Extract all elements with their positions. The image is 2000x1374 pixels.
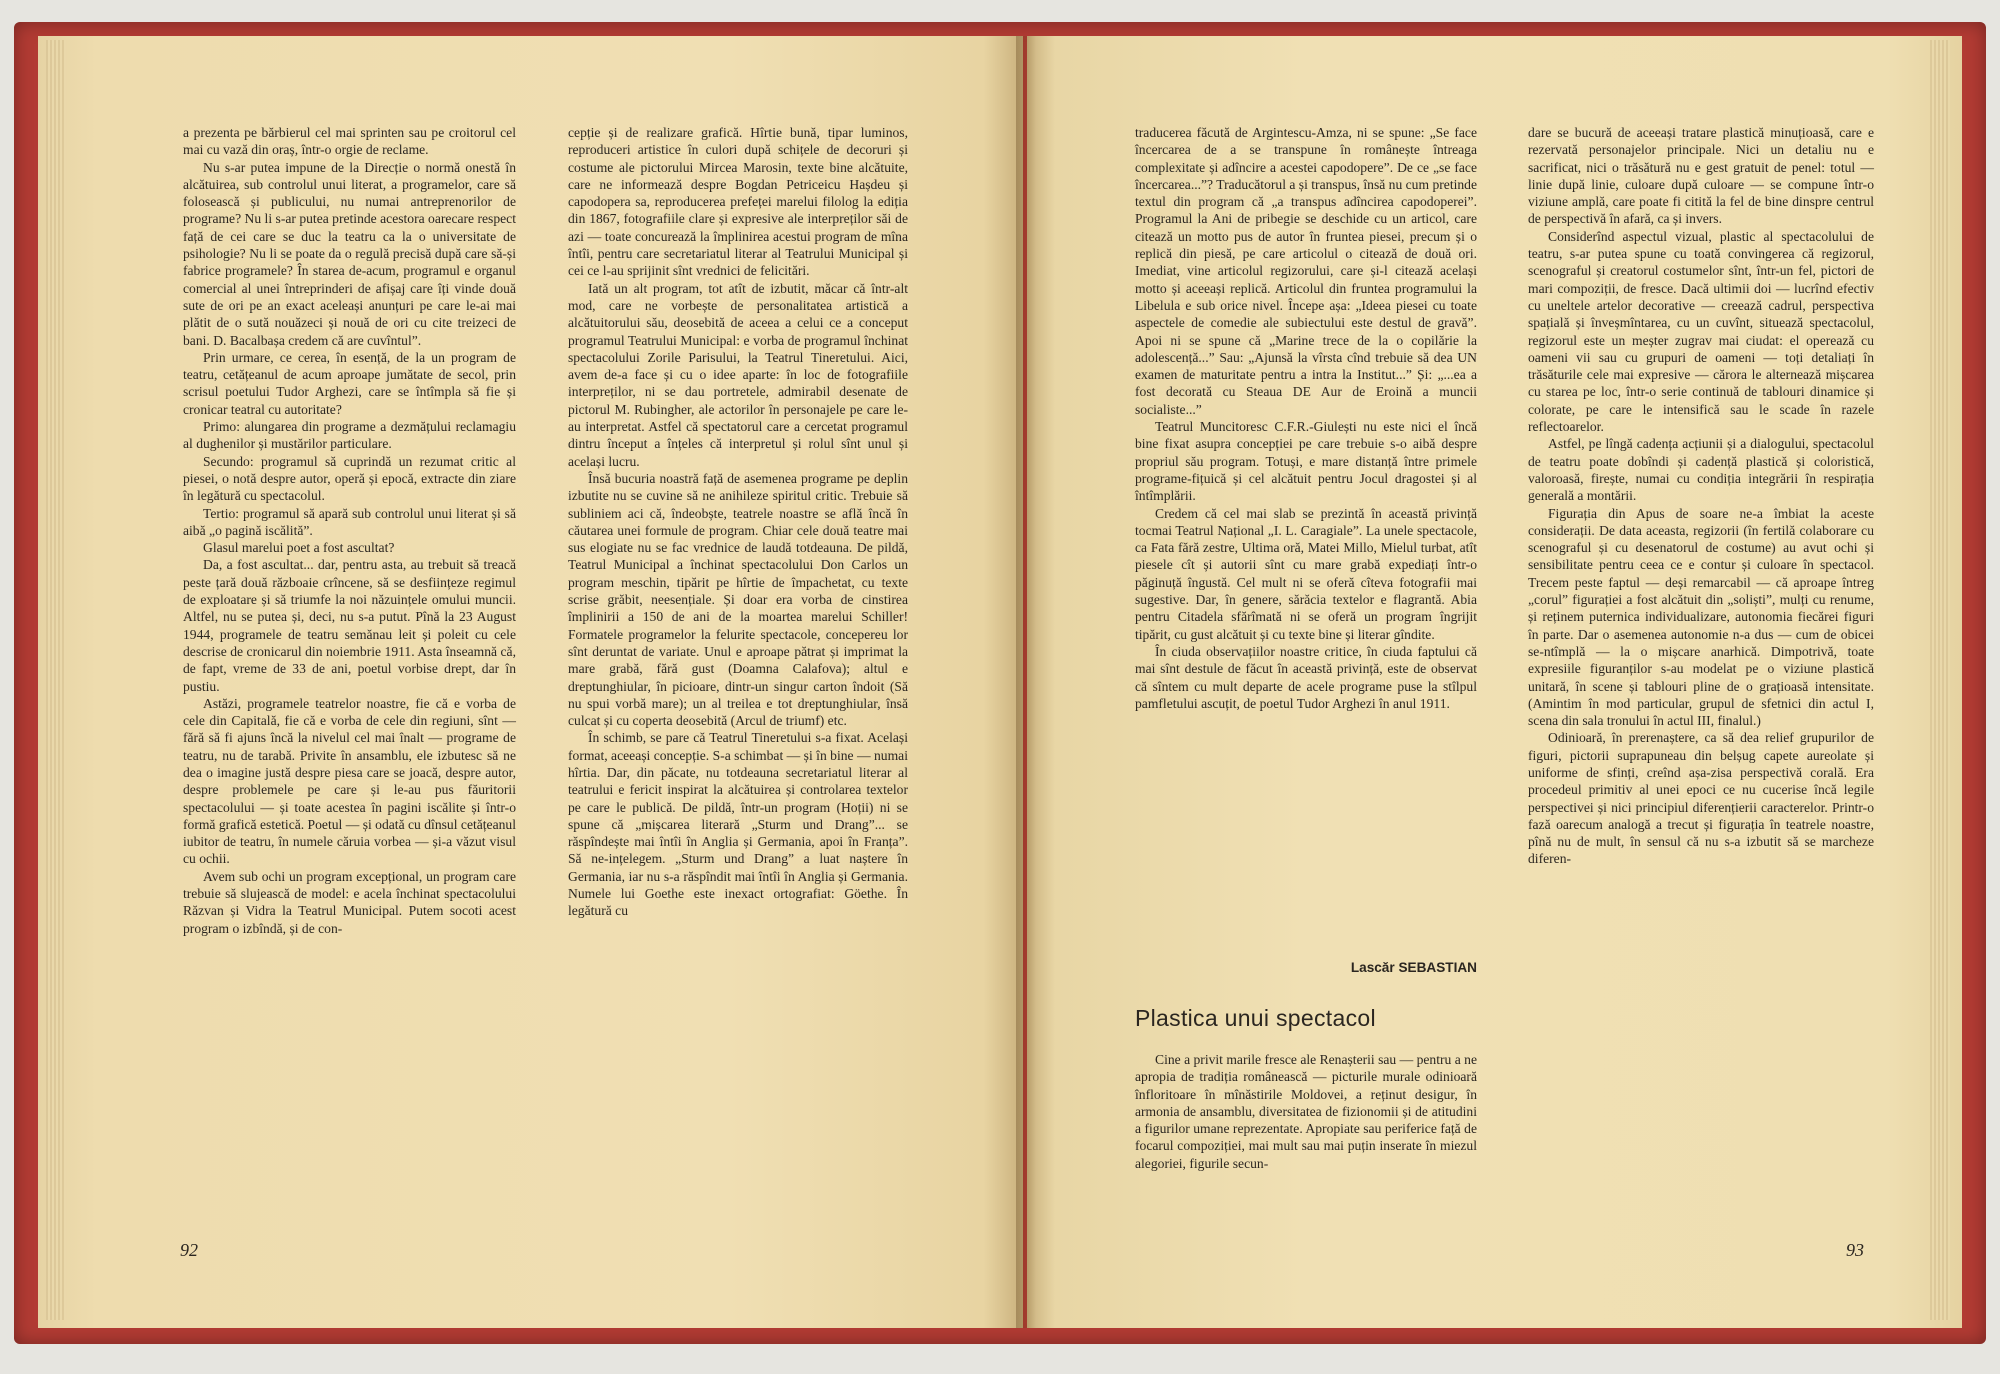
paragraph: Cine a privit marile fresce ale Renașterii sau — pentru a ne apropia de tradiția românească — picturile murale odinioară înfloritoare în mînăstirile Moldovei, a reținut desigur, în armonia de ansamblu, diversitatea de fizionomii și de atitudini a figurilor umane reprezentate. Apropiate sau periferice față de focarul compoziției, mai mult sau mai puțin inserate în miezul alegoriei, figurile secun- — [1135, 1052, 1477, 1171]
paragraph: Teatrul Muncitoresc C.F.R.-Giulești nu este nici el încă bine fixat asupra concepției pe care trebuie s-o aibă despre propriul său program. Totuși, e mare distanță între primele programe-fițuică și cel alcătuit pentru Jocul dragostei și al întîmplării. — [1135, 419, 1477, 504]
paragraph: Nu s-ar putea impune de la Direcție o normă onestă în alcătuirea, sub controlul unui literat, a programelor, care să folosească și publicului, nu numai antreprenorilor de programe? Nu li s-ar putea pretinde acestora oarecare respect față de cei care se duc la teatru ca la o universitate de psihologie? Nu li se poate da o regulă precisă după care să-și fabrice programele? În starea de-acum, programul e organul comercial al unei întreprinderi de afișaj care îți vinde două sute de ori pe an exact aceleași anunțuri pe care le-ai mai plătit de o sută nouăzeci și nouă de ori cu cite treizeci de bani. D. Bacalbașa credem că are cuvîntul”. — [183, 159, 516, 348]
paragraph: Iată un alt program, tot atît de izbutit, măcar că într-alt mod, care ne vorbește de personalitatea artistică a alcătuitorului său, deosebită de aceea a celui ce a conceput programul Teatrului Municipal: e vorba de programul închinat spectacolului Zorile Parisului, la Teatrul Tineretului. Aici, avem de-a face și cu o idee aparte: în loc de fotografiile interpreților, ni se dau portretele, admirabil desenate de pictorul M. Rubingher, ale actorilor în personajele pe care le-au interpretat. Astfel că spectatorul care a cercetat programul dintru început a înțeles că interpretul și rolul sînt unul și același lucru. — [568, 280, 908, 469]
paragraph: Da, a fost ascultat... dar, pentru asta, au trebuit să treacă peste țară două războaie crîncene, să se desființeze regimul de exploatare și să triumfe la noi năzuințele omului muncii. Altfel, nu se putea și, deci, nu s-a putut. Pînă la 23 August 1944, programele de teatru semănau leit și poleit cu cele descrise de cronicarul din noiembrie 1911. Asta înseamnă că, de fapt, vreme de 33 de ani, poetul vorbise drept, dar în pustiu. — [183, 557, 516, 694]
paragraph: În ciuda observațiilor noastre critice, în ciuda faptului că mai sînt destule de făcut în această privință, este de observat că sîntem cu mult departe de acele programe puse la stîlpul pamfletului ascuțit, de poetul Tudor Arghezi în anul 1911. — [1135, 643, 1477, 711]
paragraph: dare se bucură de aceeași tratare plastică minuțioasă, care e rezervată personajelor principale. Nici un detaliu nu e sacrificat, nici o trăsătură nu e gest gratuit de penel: totul — linie după linie, culoare după culoare — se compune într-o viziune amplă, care poate fi citită la fel de bine dinspre centrul de perspectivă în afară, ca și invers. — [1528, 125, 1874, 227]
paragraph: Considerînd aspectul vizual, plastic al spectacolului de teatru, s-ar putea spune cu toată convingerea că regizorul, scenograful și creatorul costumelor sînt, într-un fel, pictori de mari compoziții, de fresce. Dacă ultimii doi — lucrînd efectiv cu uneltele artelor decorative — creează cadrul, perspectiva spațială și înveșmîntarea, cu un cuvînt, situează spectacolul, regizorul este un meșter zugrav mai ciudat: el operează cu oameni vii sau cu grupuri de oameni — toți detaliați în trăsăturile cele mai expresive — cărora le alternează mișcarea cu starea pe loc, într-o serie continuă de tablouri dinamice și colorate, pe care le intensifică sau le scade în razele reflectoarelor. — [1528, 228, 1874, 435]
paragraph: cepție și de realizare grafică. Hîrtie bună, tipar luminos, reproduceri artistice în culori după schițele de decoruri și costume ale pictorului Mircea Marosin, texte bine alcătuite, care ne informează despre Bogdan Petriceicu Hașdeu și capodopera sa, reproducerea prefeței marelui filolog la ediția din 1867, fotografiile clare și expresive ale interpreților săi de azi — toate concurează la împlinirea acestui program de mîna întîi, pentru care secretariatul literar al Teatrului Municipal și cei ce l-au sprijinit sînt vrednici de felicitări. — [568, 125, 908, 279]
left-page-column-1 — [183, 124, 516, 937]
left-page-column-2 — [568, 124, 908, 920]
author-signature: Lascăr SEBASTIAN — [1350, 960, 1477, 975]
page-edges-right — [1930, 40, 1950, 1320]
paragraph: a prezenta pe bărbierul cel mai sprinten sau pe croitorul cel mai cu vază din oraș, într-o orgie de reclame. — [183, 125, 516, 158]
paragraph: Avem sub ochi un program excepțional, un program care trebuie să slujească de model: e acela închinat spectacolului Răzvan și Vidra la Teatrul Municipal. Putem socoti acest program o izbîndă, și de con- — [183, 868, 516, 936]
paragraph: În schimb, se pare că Teatrul Tineretului s-a fixat. Același format, aceeași concepție. S-a schimbat — și în bine — numai hîrtia. Dar, din păcate, nu totdeauna secretariatul literar al teatrului e fericit inspirat la alcătuirea și controlarea textelor pe care le publică. De pildă, într-un program (Hoții) ni se spune că „mișcarea literară „Sturm und Drang”... se răspîndește mai întîi în Anglia și Germania, apoi în Franța”. Să ne-ințelegem. „Sturm und Drang” a luat naștere în Germania, iar nu s-a răspîndit mai întîi în Anglia și Germania. Numele lui Goethe este inexact ortografiat: Göethe. În legătură cu — [568, 730, 908, 919]
right-page-column-1 — [1135, 124, 1477, 712]
page-edges-left — [46, 40, 66, 1320]
paragraph: Prin urmare, ce cerea, în esență, de la un program de teatru, cetățeanul de acum aproape jumătate de secol, prin scrisul poetului Tudor Arghezi, care se întîmpla să fie și cronicar teatral cu autoritate? — [183, 349, 516, 417]
paragraph: Figurația din Apus de soare ne-a îmbiat la aceste considerații. De data aceasta, regizorii (în fertilă colaborare cu scenograful și cu desenatorul de costume) au avut ochi și sensibilitate pentru ceea ce e contur și culoare în spectacol. Trecem peste faptul — deși remarcabil — că aproape întreg „corul” figurației a fost alcătuit din „soliști”, mulți cu renume, și reținem puternica individualizare, autonomia fiecărei figuri în parte. Dar o asemenea autonomie n-a dus — cum de obicei se-ntîmplă — la o mișcare anarhică. Dimpotrivă, toate expresiile figuranților s-au modelat pe o viziune plastică unitară, în scene și tablouri pline de o grațioasă intensitate. (Amintim în mod particular, grupul de sfetnici din actul I, scena din sala tronului în actul III, finalul.) — [1528, 505, 1874, 729]
paragraph: Tertio: programul să apară sub controlul unui literat și să aibă „o pagină iscălită”. — [183, 505, 516, 538]
paragraph: Însă bucuria noastră față de asemenea programe pe deplin izbutite nu se cuvine să ne anihileze spiritul critic. Trebuie să subliniem aci că, îndeobște, teatrele noastre se află încă în căutarea unei formule de program. Chiar cele două teatre mai sus elogiate nu se fac vrednice de laudă totdeauna. De pildă, Teatrul Municipal a închinat spectacolului Don Carlos un program meschin, tipărit pe hîrtie de împachetat, cu texte scrise grăbit, neesențiale. Și doar era vorba de cinstirea împlinirii a 150 de ani de la moartea marelui Schiller! Formatele programelor la felurite spectacole, concepereu lor sînt deruntat de variate. Unul e aproape pătrat și imprimat la mare grabă, fără gust (Doamna Calafova); altul e dreptunghiular, în picioare, dintr-un singur carton îndoit (Să nu spui vorbă mare); un al treilea e tot dreptunghiular, însă culcat și cu coperta deosebită (Arcul de triumf) etc. — [568, 470, 908, 729]
page-number-left: 92 — [180, 1240, 198, 1260]
book-gutter — [1016, 36, 1036, 1328]
paragraph: Primo: alungarea din programe a dezmățului reclamagiu al dughenilor și mustărilor particulare. — [183, 419, 516, 452]
paragraph: Credem că cel mai slab se prezintă în această privință tocmai Teatrul Național „I. L. Caragiale”. La unele spectacole, ca Fata fără zestre, Ultima oră, Matei Millo, Mielul turbat, atît piesele cît și autorii sînt cu mare grabă expediați într-o păginuță îngustă. Cel mult ni se oferă cîteva fotografii mai sugestive. Dar, în genere, sărăcia textelor e flagrantă. Abia pentru Citadela sfărîmată ni se oferă un program îngrijit tipărit, cu gust alcătuit și cu texte bine și literar gîndite. — [1135, 505, 1477, 642]
paragraph: traducerea făcută de Argintescu-Amza, ni se spune: „Se face încercarea de a se transpune în românește întreaga complexitate și adîncire a acestei capodopere”. De ce „se face încercarea...”? Traducătorul a și transpus, însă nu cum pretinde textul din program că „a transpus adîncirea capodoperei”. Programul la Ani de pribegie se deschide cu un articol, care citează un motto pus de autor în fruntea piesei, precum și o replică din piesă, pe care articolul o citează de două ori. Imediat, vine articolul regizorului, care și-l citează același motto și aceeași replică. Articolul din fruntea programului la Libelula e sub orice nivel. Începe așa: „Ideea piesei cu toate aspectele de comedie ale subiectului este destul de gravă”. Apoi ni se spune că „Marine trece de la o copilărie la adolescență...” Sau: „Ajunsă la vîrsta cînd trebuie să dea UN examen de maturitate pentru a intra la Institut...” Și: „...ea a fost decorată cu Steaua DE Aur de Eroină a muncii socialiste...” — [1135, 125, 1477, 417]
article-title: Plastica unui spectacol — [1135, 1005, 1376, 1031]
paragraph: Odinioară, în prerenaștere, ca să dea relief grupurilor de figuri, pictorii suprapuneau din belșug capete aureolate și uniforme de sfinți, creînd așa-zisa perspectivă corală. Era procedeul primitiv al unei epoci ce nu cucerise încă legile perspectivei și nici principiul diferențierii caracterelor. Printr-o fază oarecum analogă a trecut și figurația în teatrele noastre, pînă nu de mult, în sensul că nu s-a izbutit să se marcheze diferen- — [1528, 730, 1874, 867]
new-article-column — [1135, 1051, 1477, 1172]
paragraph: Secundo: programul să cuprindă un rezumat critic al piesei, o notă despre autor, operă și epocă, extracte din ziare în legătură cu spectacolul. — [183, 453, 516, 504]
paragraph: Glasul marelui poet a fost ascultat? — [203, 540, 395, 556]
right-page-column-2 — [1528, 124, 1874, 868]
page-number-right: 93 — [1846, 1240, 1864, 1260]
paragraph: Astăzi, programele teatrelor noastre, fie că e vorba de cele din Capitală, fie că e vorba de cele din regiuni, sînt — fără să fi ajuns încă la nivelul cel mai înalt — programe de teatru, nu de tarabă. Privite în ansamblu, ele izbutesc să ne dea o imagine justă despre piesa care se joacă, despre autor, despre problemele pe care și le-au pus făuritorii spectacolului — și toate acestea în pagini iscălite și într-o formă grafică estetică. Poetul — și odată cu dînsul cetățeanul iubitor de teatru, în numele căruia vorbea — și-a văzut visul cu ochii. — [183, 695, 516, 867]
paragraph: Astfel, pe lîngă cadența acțiunii și a dialogului, spectacolul de teatru poate dobîndi și cadență plastică și coloristică, valoroasă, firește, numai cu condiția integrării în respirația generală a montării. — [1528, 436, 1874, 504]
